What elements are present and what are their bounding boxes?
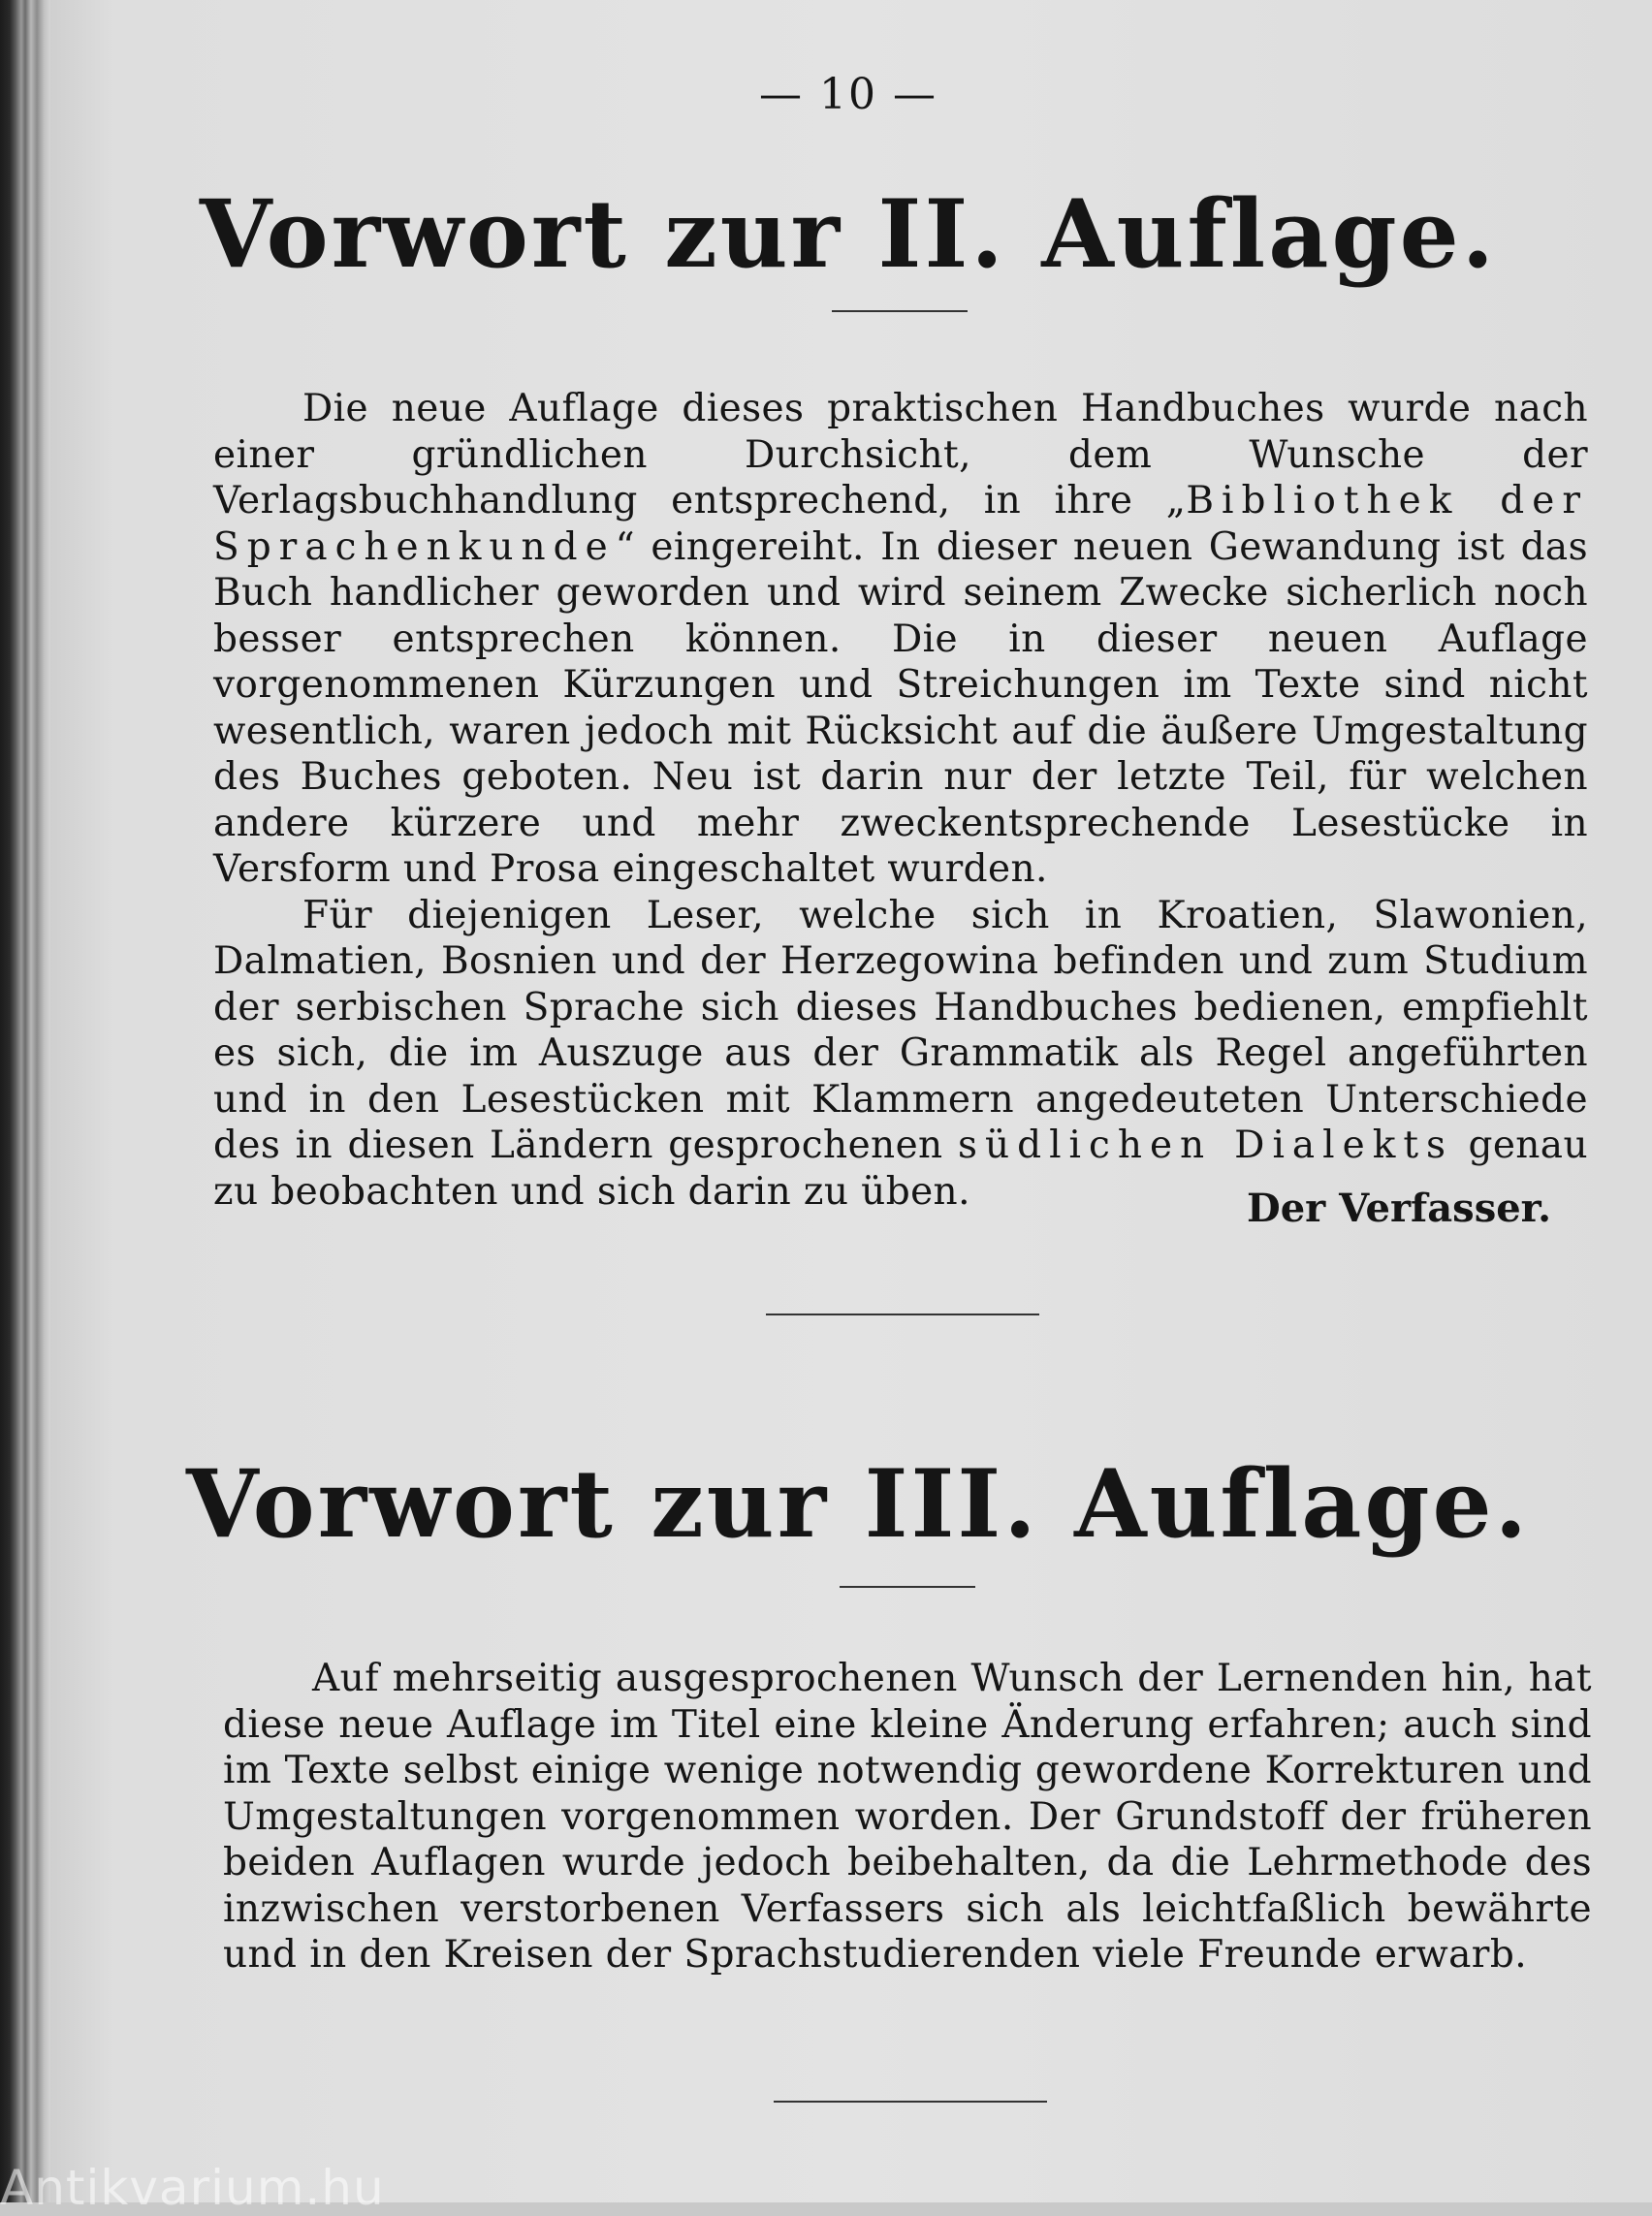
spaced-emphasis-text: südlichen Dialekts	[957, 1124, 1454, 1167]
heading-underline	[840, 1586, 975, 1588]
page-number: — 10 —	[759, 70, 937, 119]
book-spine	[0, 0, 50, 2202]
heading-underline	[832, 310, 968, 312]
section-heading-3rd-edition: Vorwort zur III. Auflage.	[185, 1449, 1531, 1559]
paragraph-text: genau zu beobachten und sich darin zu üben.	[213, 1124, 1588, 1214]
section-divider	[774, 2101, 1047, 2103]
paragraph-text: “ eingereiht. In dieser neuen Gewandung ist das Buch handlicher geworden und wird seinem Zwecke sicherlich noch besser entsprechen können. Die in dieser neuen Auflage vorgenommenen Kürzungen und Streichungen im Texte sind nicht wesentlich, waren jedoch mit Rücksicht auf die äußere Umgestaltung des Buches geboten. Neu ist darin nur der letzte Teil, für welchen andere kürzere und mehr zweckentsprechende Lesestücke in Versform und Prosa eingeschaltet wurden.	[213, 524, 1588, 891]
paragraph	[213, 386, 1588, 893]
section-divider	[766, 1314, 1039, 1315]
paragraph	[213, 893, 1588, 1216]
preface-3rd-edition-body	[223, 1656, 1592, 1979]
paragraph-text: Für diejenigen Leser, welche sich in Kroatien, Slawonien, Dalmatien, Bosnien und der Herzegowina befinden und zum Studium der serbischen Sprache sich dieses Handbuches bedienen, empfiehlt es sich, die im Auszuge aus der Grammatik als Regel angeführten und in den Lesestücken mit Klammern angedeuteten Unterschiede des in diesen Ländern gesprochenen	[213, 893, 1588, 1167]
section-heading-2nd-edition: Vorwort zur II. Auflage.	[199, 179, 1498, 289]
signature: Der Verfasser.	[1247, 1186, 1551, 1231]
paragraph: Auf mehrseitig ausgesprochenen Wunsch der Lernenden hin, hat diese neue Auflage im Titel eine kleine Änderung erfahren; auch sind im Texte selbst einige wenige notwendig gewordene Korrekturen und Umgestaltungen vorgenommen worden. Der Grundstoff der früheren beiden Auflagen wurde jedoch beibehalten, da die Lehrmethode des inzwischen verstorbenen Verfassers sich als leichtfaßlich bewährte und in den Kreisen der Sprachstudierenden viele Freunde erwarb.	[223, 1657, 1592, 1977]
spaced-title-text: Bibliothek der Sprachenkunde	[213, 479, 1588, 569]
watermark: Antikvarium.hu	[0, 2160, 385, 2216]
paragraph-text: Die neue Auflage dieses praktischen Handbuches wurde nach einer gründlichen Durchsicht, dem Wunsche der Verlagsbuchhandlung entsprechend, in ihre „	[213, 387, 1588, 522]
preface-2nd-edition-body	[213, 386, 1588, 1215]
